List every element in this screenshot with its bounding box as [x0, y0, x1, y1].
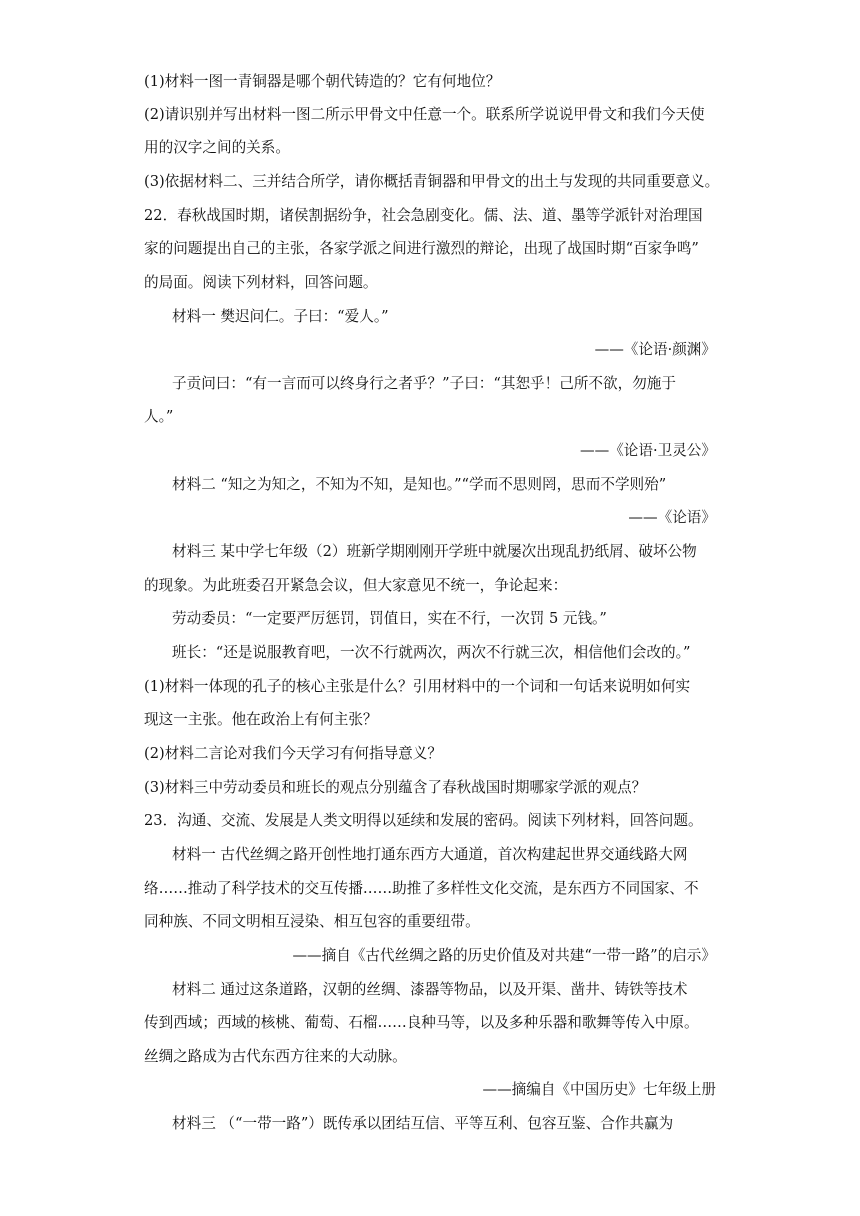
q21-subquestion-2-line-1: (2)请识别并写出材料一图二所示甲骨文中任意一个。联系所学说说甲骨文和我们今天使	[144, 106, 705, 123]
q21-subquestion-2-line-2: 用的汉字之间的关系。	[144, 139, 290, 156]
q22-material-1-source-2: ——《论语·卫灵公》	[580, 442, 716, 459]
q23-material-2-source: ——摘编自《中国历史》七年级上册	[482, 1081, 716, 1098]
q22-subquestion-1-line-1: (1)材料一体现的孔子的核心主张是什么？引用材料中的一个词和一句话来说明如何实	[144, 678, 691, 695]
q22-material-3-line-4: 班长：“还是说服教育吧，一次不行就两次，两次不行就三次，相信他们会改的。”	[172, 644, 691, 661]
q21-subquestion-1: (1)材料一图一青铜器是哪个朝代铸造的？它有何地位？	[144, 73, 501, 90]
q22-subquestion-1-line-2: 现这一主张。他在政治上有何主张？	[144, 711, 378, 728]
q21-subquestion-3: (3)依据材料二、三并结合所学，请你概括青铜器和甲骨文的出土与发现的共同重要意义。	[144, 173, 720, 190]
q23-material-1-source: ——摘自《古代丝绸之路的历史价值及对共建“一带一路”的启示》	[292, 947, 716, 964]
q22-material-1-line-2: 子贡问曰：“有一言而可以终身行之者乎？”子曰：“其恕乎！己所不欲，勿施于	[172, 375, 676, 392]
q22-material-1-line-3: 人。”	[144, 408, 174, 425]
q23-material-1-line-3: 同种族、不同文明相互浸染、相互包容的重要纽带。	[144, 913, 480, 930]
q22-intro-line-2: 家的问题提出自己的主张，各家学派之间进行激烈的辩论，出现了战国时期“百家争鸣”	[144, 240, 699, 257]
q23-material-2-line-3: 丝绸之路成为古代东西方往来的大动脉。	[144, 1048, 407, 1065]
q22-subquestion-2: (2)材料二言论对我们今天学习有何指导意义？	[144, 745, 442, 762]
q23-material-1-line-1: 材料一 古代丝绸之路开创性地打通东西方大通道，首次构建起世界交通线路大网	[172, 846, 688, 863]
q22-material-3-line-2: 的现象。为此班委召开紧急会议，但大家意见不统一，争论起来：	[144, 577, 568, 594]
q22-material-2-line-1: 材料二 “知之为知之，不知为不知，是知也。”“学而不思则罔，思而不学则殆”	[172, 476, 667, 493]
q22-subquestion-3: (3)材料三中劳动委员和班长的观点分别蕴含了春秋战国时期哪家学派的观点？	[144, 779, 647, 796]
q22-material-3-line-3: 劳动委员：“一定要严厉惩罚，罚值日，实在不行，一次罚 5 元钱。”	[172, 610, 607, 627]
q22-intro-line-3: 的局面。阅读下列材料，回答问题。	[144, 274, 378, 291]
q23-material-1-line-2: 络……推动了科学技术的交互传播……助推了多样性文化交流，是东西方不同国家、不	[144, 880, 699, 897]
q22-material-2-source: ——《论语》	[628, 509, 716, 526]
q22-intro-line-1: 22．春秋战国时期，诸侯割据纷争，社会急剧变化。儒、法、道、墨等学派针对治理国	[144, 207, 703, 224]
q23-material-3-line-1: 材料三 （“一带一路”）既传承以团结互信、平等互利、包容互鉴、合作共赢为	[172, 1115, 674, 1132]
q23-intro: 23．沟通、交流、发展是人类文明得以延续和发展的密码。阅读下列材料，回答问题。	[144, 812, 703, 829]
q22-material-3-line-1: 材料三 某中学七年级（2）班新学期刚刚开学班中就屡次出现乱扔纸屑、破坏公物	[172, 543, 697, 560]
q23-material-2-line-2: 传到西域；西域的核桃、葡萄、石榴……良种马等，以及多种乐器和歌舞等传入中原。	[144, 1014, 699, 1031]
q23-material-2-line-1: 材料二 通过这条道路，汉朝的丝绸、漆器等物品，以及开渠、凿井、铸铁等技术	[172, 981, 688, 998]
q22-material-1-line-1: 材料一 樊迟问仁。子曰：“爱人。”	[172, 308, 389, 325]
q22-material-1-source-1: ——《论语·颜渊》	[594, 341, 716, 358]
